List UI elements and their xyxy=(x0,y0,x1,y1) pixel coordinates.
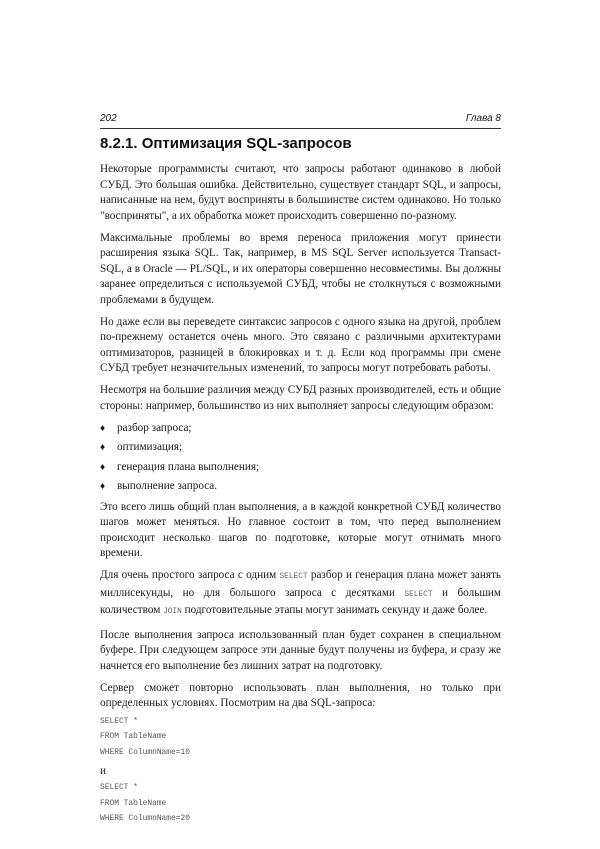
paragraph-6-text-2: разбор и генерация плана может занять миллисекунды, но для большого запроса с десятками xyxy=(100,569,502,599)
list-item xyxy=(100,421,501,437)
chapter-label: Глава 8 xyxy=(465,113,501,124)
inline-code-join: JOIN xyxy=(163,608,182,617)
page-number: 202 xyxy=(100,113,117,124)
list-item xyxy=(100,440,501,456)
code-block-2: SELECT * FROM TableName WHERE ColumnName=20 xyxy=(100,782,190,824)
paragraph-6-text-1: Для очень простого запроса с одним xyxy=(100,569,280,582)
paragraph-6-text-4: подготовительные этапы могут занимать секунду и даже более. xyxy=(181,604,488,617)
list-item-text: выполнение запроса. xyxy=(117,480,218,493)
paragraph-2: Максимальные проблемы во время переноса приложения могут принести расширения языка SQL. Так, например, в MS SQL Server используется Transact-SQL, а в Oracle — PL/SQL, и их операторы совершенно несовместимы. Вы должны заранее определиться с используемой СУБД, чтобы не столкнуться с возможными проблемами в будущем. xyxy=(100,231,501,306)
inline-code-select: SELECT xyxy=(404,590,433,599)
list-item xyxy=(100,479,501,495)
page-header xyxy=(100,112,501,129)
conjunction: и xyxy=(100,765,106,778)
bullet-diamond-icon: ♦ xyxy=(100,422,106,434)
paragraph-6-text-3: и большим количеством xyxy=(100,586,501,617)
bullet-diamond-icon: ♦ xyxy=(100,461,106,473)
list-item xyxy=(100,460,501,476)
paragraph-8: Сервер сможет повторно использовать план выполнения, но только при определенных условиях. Посмотрим на два SQL-запроса: xyxy=(100,681,501,710)
bullet-diamond-icon: ♦ xyxy=(100,442,106,454)
steps-list xyxy=(100,421,501,495)
paragraph-4: Несмотря на большие различия между СУБД разных производителей, есть и общие стороны: например, большинство из них выполняет запросы следующим образом: xyxy=(100,384,501,412)
list-item-text: разбор запроса; xyxy=(117,421,192,434)
paragraph-1: Некоторые программисты считают, что запросы работают одинаково в любой СУБД. Это большая ошибка. Действительно, существует стандарт SQL, и запросы, написанные на нем, будут восприняты в большинстве систем одинаково. Но только "восприняты", а их обработка может происходить совершенно по-разному. xyxy=(100,163,501,222)
body-text xyxy=(100,162,501,831)
paragraph-6 xyxy=(100,568,501,621)
list-item-text: генерация плана выполнения; xyxy=(117,460,260,473)
list-item-text: оптимизация; xyxy=(117,441,183,454)
code-block-1: SELECT * FROM TableName WHERE ColumnName=10 xyxy=(100,716,190,757)
paragraph-5: Это всего лишь общий план выполнения, а в каждой конкретной СУБД количество шагов может меняться. Но главное состоит в том, что перед выполнением происходит несколько шагов по подготовке, которые могут отнимать много времени. xyxy=(100,500,501,560)
section-title: 8.2.1. Оптимизация SQL-запросов xyxy=(100,135,352,152)
inline-code-select: SELECT xyxy=(279,573,308,582)
bullet-diamond-icon: ♦ xyxy=(100,481,106,493)
paragraph-7: После выполнения запроса использованный план будет сохранен в специальном буфере. При следующем запросе эти данные будут получены из буфера, и сразу же начнется его выполнение без лишних затрат на подготовку. xyxy=(100,628,501,672)
paragraph-3: Но даже если вы переведете синтаксис запросов с одного языка на другой, проблем по-прежнему останется очень много. Это связано с различными архитектурами оптимизаторов, разницей в блокировках и т. д. Если код программы при смене СУБД требует незначительных изменений, то запросы могут потребовать работы. xyxy=(100,315,501,375)
